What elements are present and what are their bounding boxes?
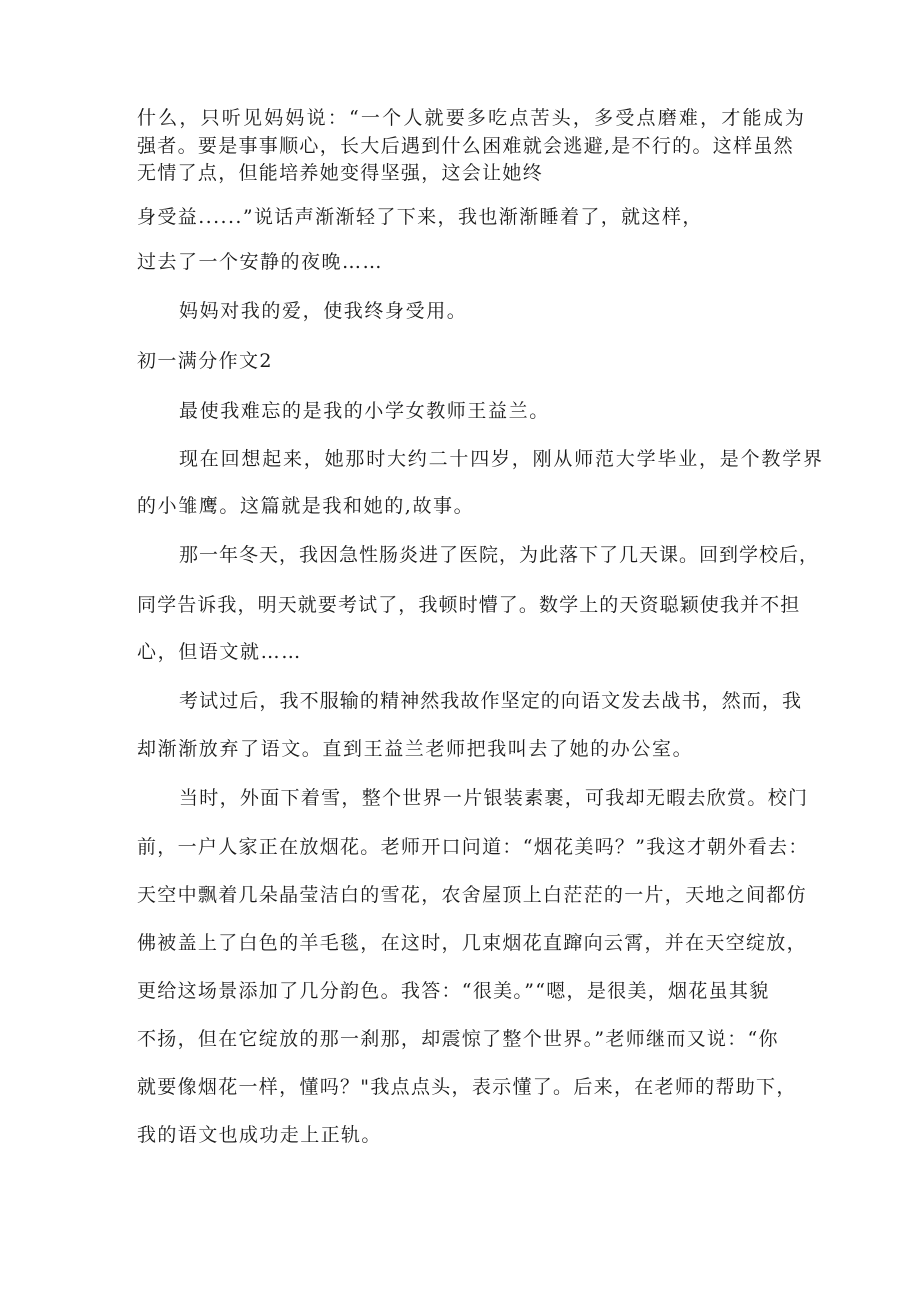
paragraph-line: 却渐渐放弃了语文。直到王益兰老师把我叫去了她的办公室。 (137, 738, 694, 760)
paragraph-line: 更给这场景添加了几分韵色。我答：“很美。”“嗯，是很美，烟花虽其貌 (137, 980, 770, 1002)
paragraph-line: 我的语文也成功走上正轨。 (137, 1124, 382, 1146)
paragraph-line: 当时，外面下着雪，整个世界一片银装素裹，可我却无暇去欣赏。校门 (179, 787, 809, 809)
paragraph-line: 佛被盖上了白色的羊毛毯，在这时，几束烟花直蹿向云霄，并在天空绽放， (137, 932, 807, 954)
text-line: 无情了点，但能培养她变得坚强，这会让她终 (137, 162, 544, 184)
paragraph-line: 那一年冬天，我因急性肠炎进了医院，为此落下了几天课。回到学校后， (179, 544, 820, 566)
paragraph-line: 最使我难忘的是我的小学女教师王益兰。 (179, 400, 550, 422)
text-line: 强者。要是事事顺心，长大后遇到什么困难就会逃避,是不行的。这样虽然 (137, 135, 794, 157)
paragraph-line: 天空中飘着几朵晶莹洁白的雪花，农舍屋顶上白茫茫的一片，天地之间都仿 (137, 884, 807, 906)
text-line: 身受益......”说话声渐渐轻了下来，我也渐渐睡着了，就这样， (137, 206, 703, 228)
paragraph-line: 心，但语文就…… (137, 641, 302, 663)
text-line: 妈妈对我的爱，使我终身受用。 (179, 300, 468, 322)
paragraph-line: 就要像烟花一样，懂吗？"我点点头，表示懂了。后来，在老师的帮助下， (137, 1076, 797, 1098)
text-line: 什么，只听见妈妈说：“一个人就要多吃点苦头，多受点磨难，才能成为 (137, 107, 807, 129)
paragraph-line: 考试过后，我不服输的精神然我故作坚定的向语文发去战书，然而，我 (179, 690, 803, 712)
section-title: 初一满分作文2 (137, 350, 273, 372)
paragraph-line: 现在回想起来，她那时大约二十四岁，刚从师范大学毕业，是个教学界 (179, 448, 824, 470)
paragraph-line: 同学告诉我，明天就要考试了，我顿时懵了。数学上的天资聪颖使我并不担 (137, 594, 801, 616)
paragraph-line: 的小雏鹰。这篇就是我和她的,故事。 (137, 495, 475, 517)
paragraph-line: 前，一户人家正在放烟花。老师开口问道：“烟花美吗？”我这才朝外看去： (137, 836, 809, 858)
text-line: 过去了一个安静的夜晚…… (137, 251, 384, 273)
paragraph-line: 不扬，但在它绽放的那一刹那，却震惊了整个世界。”老师继而又说：“你 (137, 1028, 779, 1050)
